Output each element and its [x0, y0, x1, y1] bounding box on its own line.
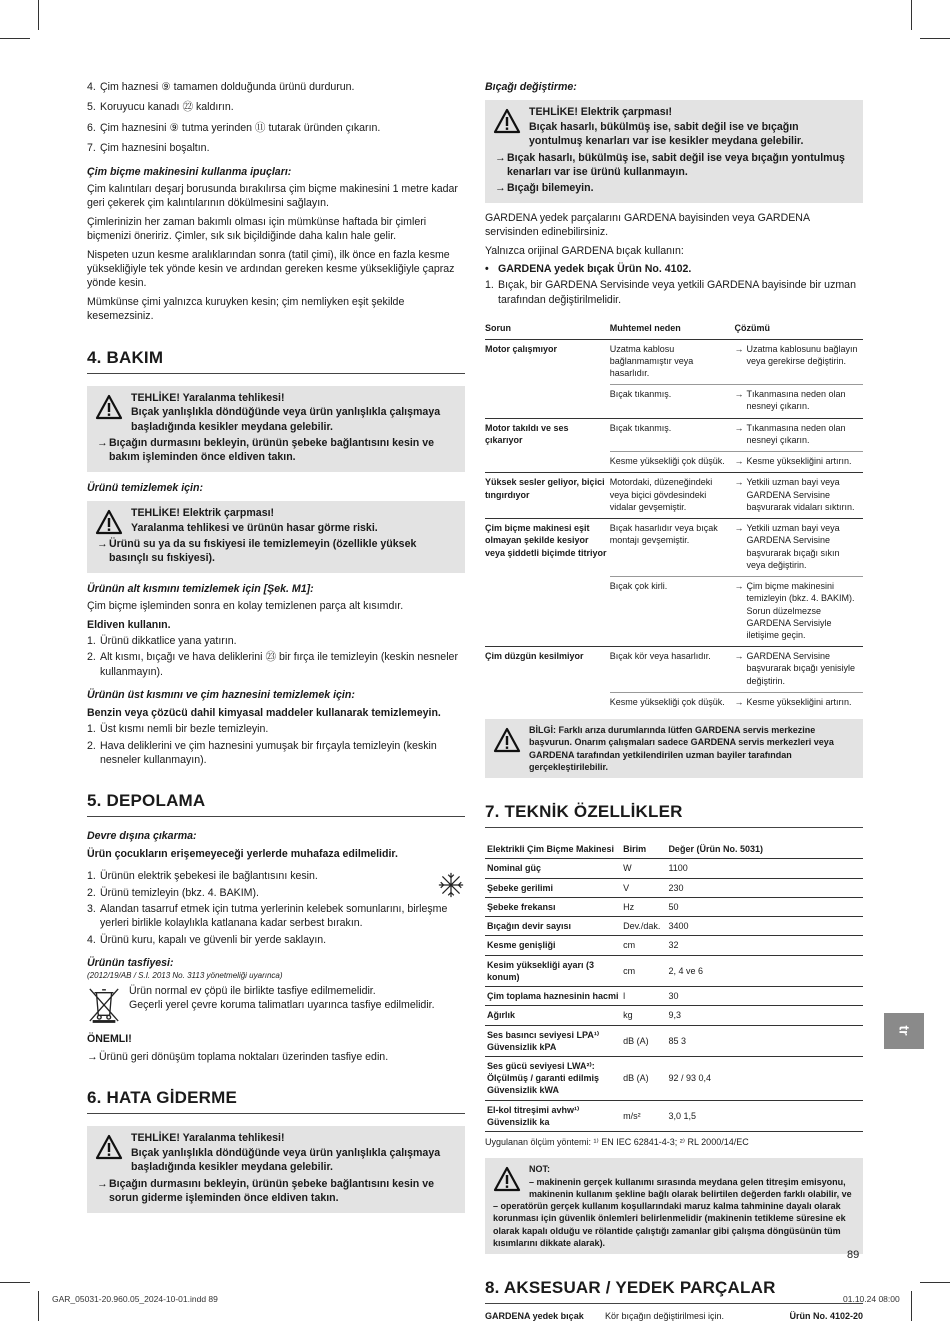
item-text: Üst kısmı nemli bir bezle temizleyin.	[100, 723, 269, 736]
solution-cell: → Uzatma kablosunu bağlayın veya gerekirse değiştirin.	[734, 343, 861, 367]
tech-cell-c: 30	[666, 987, 863, 1006]
table-row	[485, 1100, 863, 1131]
table-row	[485, 339, 863, 385]
tech-cell-c: 92 / 93 0,4	[666, 1057, 863, 1101]
solution-cell-wrap	[734, 452, 863, 473]
item-text: Ürünü temizleyin (bkz. 4. BAKIM).	[100, 886, 259, 899]
warning-icon	[493, 727, 521, 753]
info-text: BİLGİ: Farklı arıza durumlarında lütfen GARDENA servis merkezine başvurun. Onarım çalışmaları sadece GARDENA servis merkezleri veya GARDENA tarafından yetkilendirilen uzman bayiler tarafından gerçekleştirilebilir.	[529, 725, 834, 772]
list-item	[87, 100, 465, 114]
solution-cell-wrap	[734, 385, 863, 418]
cause-cell: Bıçak tıkanmış.	[610, 418, 735, 451]
table-row	[485, 577, 863, 647]
tip-paragraph: Çimlerinizin her zaman bakımlı olması için mümkünse haftada bir çimleri biçmenizi öneririz. Çimler, sık sık biçildiğinde daha kalın hale gelir.	[87, 215, 427, 243]
tech-cell-a: Bıçağın devir sayısı	[485, 917, 621, 936]
store-title: Devre dışına çıkarma:	[87, 830, 197, 843]
note-box	[485, 1158, 863, 1254]
disposal-line-1: Ürün normal ev çöpü ile birlikte tasfiye edilmemelidir.	[129, 984, 376, 997]
warning-box	[87, 386, 465, 472]
bullet-item	[485, 262, 863, 276]
problem-cell: Motor çalışmıyor	[485, 339, 610, 385]
table-row	[485, 936, 863, 955]
blade-title: Bıçağı değiştirme:	[485, 81, 577, 93]
problem-cell	[485, 385, 610, 418]
item-text: Alt kısmı, bıçağı ve hava deliklerini ㉓ bir fırça ile temizleyin (keskin nesneler kullanmayın).	[100, 651, 458, 678]
table-header: Çözümü	[734, 319, 863, 339]
note-text: – makinenin gerçek kullanımı sırasında meydana gelen titreşim emisyonu, makinenin kullanım şekline bağlı olarak belirtilen değerden farklı olabilir, ve	[529, 1176, 852, 1199]
tech-cell-b: dB (A)	[621, 1057, 666, 1101]
table-row	[485, 897, 863, 916]
info-box	[485, 719, 863, 778]
accessory-name: GARDENA yedek bıçak	[485, 1311, 584, 1321]
warning-icon	[95, 509, 123, 535]
table-header: Birim	[621, 840, 666, 859]
disposal-block	[87, 984, 465, 1028]
warning-box	[87, 1126, 465, 1212]
accessory-desc: Kör bıçağın değiştirilmesi için.	[605, 1311, 725, 1321]
tech-cell-a: Şebeke gerilimi	[485, 878, 621, 897]
table-row	[485, 692, 863, 713]
item-number: 4.	[87, 933, 96, 946]
warning-icon	[95, 1134, 123, 1160]
tech-cell-c: 32	[666, 936, 863, 955]
section-heading-storage: 5. DEPOLAMA	[87, 789, 465, 817]
tech-cell-c: 2, 4 ve 6	[666, 955, 863, 986]
solution-cell-wrap	[734, 519, 863, 577]
tech-cell-a: El-kol titreşimi avhw¹⁾ Güvensizlik ka	[485, 1100, 621, 1131]
disposal-line-2: Geçerli yerel çevre koruma talimatları uyarınca tasfiye edilmelidir.	[129, 998, 435, 1011]
warning-icon	[95, 394, 123, 420]
bullet-dot: •	[485, 263, 489, 276]
clean-title: Ürünü temizlemek için:	[87, 481, 203, 494]
solution-cell: → Kesme yüksekliğini artırın.	[734, 455, 861, 467]
technical-table	[485, 840, 863, 1132]
warning-action: → Bıçağın durmasını bekleyin, ürünün şebeke bağlantısını kesin ve sorun giderme işleminden önce eldiven takın.	[97, 1177, 455, 1206]
tech-cell-b: kg	[621, 1006, 666, 1025]
page-number: 89	[847, 1249, 860, 1261]
item-number: 7.	[87, 142, 96, 155]
tech-cell-a: Çim toplama haznesinin hacmi	[485, 987, 621, 1006]
warning-box	[87, 501, 465, 573]
solution-cell-wrap	[734, 473, 863, 519]
item-number: 2.	[87, 739, 96, 752]
item-text: Hava deliklerini ve çim haznesini yumuşak bir fırçayla temizleyin (keskin nesneler kullanmayın).	[100, 739, 437, 766]
table-row	[485, 385, 863, 418]
tech-cell-a: Ses gücü seviyesi LWA²⁾: Ölçülmüş / garanti edilmiş Güvensizlik kWA	[485, 1057, 621, 1101]
solution-cell: → Kesme yüksekliğini artırın.	[734, 696, 861, 708]
important-label: ÖNEMLI!	[87, 1032, 132, 1045]
list-item	[485, 278, 863, 307]
snowflake-icon	[437, 871, 465, 899]
list-item	[87, 933, 425, 947]
measurement-method: Uygulanan ölçüm yöntemi: ¹⁾ EN IEC 62841-4-3; ²⁾ RL 2000/14/EC	[485, 1137, 749, 1148]
item-number: 5.	[87, 101, 96, 114]
item-number: 2.	[87, 651, 96, 664]
upper-bold: Benzin veya çözücü dahil kimyasal maddeler kullanarak temizlemeyin.	[87, 706, 441, 719]
tip-paragraph: Çim kalıntıları deşarj borusunda bırakılırsa çim biçme makinesini 1 metre kadar geri çekerek çim kalıntılarının dökülmesini sağlayın.	[87, 183, 458, 210]
solution-cell: → Tıkanmasına neden olan nesneyi çıkarın.	[734, 422, 861, 446]
crop-mark	[911, 1291, 912, 1321]
solution-cell: → Çim biçme makinesini temizleyin (bkz. 4. BAKIM). Sorun düzelmezse GARDENA Servisiyle iletişime geçin.	[734, 580, 861, 641]
item-number: 1.	[87, 723, 96, 736]
tech-cell-c: 1100	[666, 859, 863, 878]
solution-cell: → Yetkili uzman bayi veya GARDENA Servisine başvurarak bıçağı sıkın veya değiştirin.	[734, 522, 861, 571]
tech-cell-a: Kesim yüksekliği ayarı (3 konum)	[485, 955, 621, 986]
cause-cell: Bıçak hasarlıdır veya bıçak montajı gevşemiştir.	[610, 519, 735, 577]
problem-cell	[485, 452, 610, 473]
solution-cell-wrap	[734, 418, 863, 451]
cause-cell: Bıçak tıkanmış.	[610, 385, 735, 418]
item-text: Alandan tasarruf etmek için tutma yerlerinin kelebek somunlarını, birleşme yerleri birlikle kolaylıkla katlanana kadar serbest bırakın.	[100, 903, 448, 930]
item-text: Koruyucu kanadı ㉒ kaldırın.	[100, 101, 234, 114]
table-row	[485, 519, 863, 577]
list-item	[87, 634, 465, 648]
table-row	[485, 418, 863, 451]
cause-cell: Motordaki, düzeneğindeki veya biçici gövdesindeki vidalar gevşemiştir.	[610, 473, 735, 519]
paragraph: Yalnızca orijinal GARDENA bıçak kullanın:	[485, 244, 684, 257]
tech-cell-b: W	[621, 859, 666, 878]
table-row	[485, 859, 863, 878]
item-number: 4.	[87, 81, 96, 93]
table-row	[485, 987, 863, 1006]
crop-mark	[38, 1291, 39, 1321]
problem-cell	[485, 692, 610, 713]
accessory-number: Ürün No. 4102-20	[789, 1311, 863, 1321]
crop-mark	[0, 1282, 30, 1283]
solution-cell-wrap	[734, 577, 863, 647]
steps-top	[87, 80, 465, 156]
tech-cell-c: 3400	[666, 917, 863, 936]
tech-cell-b: cm	[621, 936, 666, 955]
tech-cell-c: 9,3	[666, 1006, 863, 1025]
warning-icon	[493, 108, 521, 134]
cause-cell: Kesme yüksekliği çok düşük.	[610, 452, 735, 473]
note-title: NOT:	[529, 1164, 550, 1175]
table-row	[485, 473, 863, 519]
tech-cell-a: Kesme genişliği	[485, 936, 621, 955]
table-row	[485, 955, 863, 986]
bullet-text: GARDENA yedek bıçak Ürün No. 4102.	[498, 263, 692, 276]
tech-cell-b: m/s²	[621, 1100, 666, 1131]
crop-mark	[911, 0, 912, 30]
list-item	[87, 650, 465, 679]
warning-title: TEHLİKE! Yaralanma tehlikesi!	[131, 1132, 285, 1145]
problem-cell: Çim biçme makinesi eşit olmayan şekilde kesiyor veya şiddetli biçimde titriyor	[485, 519, 610, 577]
item-text: Çim haznesi ⑨ tamamen dolduğunda ürünü durdurun.	[100, 81, 355, 93]
section-heading-maintenance: 4. BAKIM	[87, 346, 465, 374]
list-item	[87, 869, 425, 883]
paragraph: GARDENA yedek parçalarını GARDENA bayisinden veya GARDENA servisinden edinebilirsiniz.	[485, 211, 810, 239]
list-item	[87, 141, 465, 155]
list-item	[87, 722, 465, 736]
tech-cell-c: 230	[666, 878, 863, 897]
tech-cell-b: Hz	[621, 897, 666, 916]
item-number: 1.	[87, 870, 96, 883]
tip-paragraph: Nispeten uzun kesme aralıklarından sonra (tatil çimi), ilk önce en fazla kesme yüksekliğiyle tek yönde kesin ve ardından gereken kesme yüksekliğiyle çapraz yönde kesin.	[87, 248, 455, 290]
tech-cell-b: l	[621, 987, 666, 1006]
solution-cell: → GARDENA Servisine başvurarak bıçağı yenisiyle değiştirin.	[734, 650, 861, 687]
problem-cell: Yüksek sesler geliyor, biçici tıngırdıyor	[485, 473, 610, 519]
table-row	[485, 917, 863, 936]
solution-cell: → Tıkanmasına neden olan nesneyi çıkarın.	[734, 388, 861, 412]
table-row	[485, 647, 863, 693]
list-item	[87, 902, 465, 931]
warning-box	[485, 100, 863, 202]
warning-text: Bıçak yanlışlıkla döndüğünde veya ürün yanlışlıkla çalışmaya başladığında kesikler meydana gelebilir.	[131, 1146, 441, 1174]
item-number: 1.	[485, 279, 494, 292]
store-bold: Ürün çocukların erişemeyeceği yerlerde muhafaza edilmelidir.	[87, 847, 398, 860]
section-heading-accessories: 8. AKSESUAR / YEDEK PARÇALAR	[485, 1276, 863, 1304]
table-row	[485, 452, 863, 473]
tech-cell-a: Şebeke frekansı	[485, 897, 621, 916]
cause-cell: Uzatma kablosu bağlanmamıştır veya hasarlıdır.	[610, 339, 735, 385]
tech-cell-a: Ağırlık	[485, 1006, 621, 1025]
table-header: Muhtemel neden	[610, 319, 735, 339]
troubleshooting-table	[485, 319, 863, 713]
table-row	[485, 1006, 863, 1025]
tech-cell-c: 3,0 1,5	[666, 1100, 863, 1131]
warning-title: TEHLİKE! Elektrik çarpması!	[529, 106, 673, 119]
table-header: Sorun	[485, 319, 610, 339]
problem-cell	[485, 577, 610, 647]
warning-action: → Bıçağın durmasını bekleyin, ürünün şebeke bağlantısını kesin ve bakım işleminden önce eldiven takın.	[97, 436, 455, 465]
cause-cell: Kesme yüksekliği çok düşük.	[610, 692, 735, 713]
tech-cell-b: Dev./dak.	[621, 917, 666, 936]
footer-date: 01.10.24 08:00	[843, 1294, 900, 1304]
crop-mark	[920, 38, 950, 39]
note-text: – operatörün gerçek kullanım koşullarındaki maruz kalma tahminine dayalı olarak korunması için güvenlik önlemleri belirlenmelidir (makinenin tetikleme süresine ek olarak kapalı olduğu ve rölantide çalıştığı zamanlar gibi çalışma döngüsünün tüm kısımlarını dikkate alarak).	[493, 1201, 846, 1248]
disposal-subtitle: (2012/19/AB / S.I. 2013 No. 3113 yönetmeliği uyarınca)	[87, 970, 283, 980]
table-header: Değer (Ürün No. 5031)	[666, 840, 863, 859]
footer-file: GAR_05031-20.960.05_2024-10-01.indd 89	[52, 1294, 218, 1304]
problem-cell: Çim düzgün kesilmiyor	[485, 647, 610, 693]
item-text: Ürünü kuru, kapalı ve güvenli bir yerde saklayın.	[100, 933, 327, 946]
cause-cell: Bıçak çok kirli.	[610, 577, 735, 647]
right-column	[485, 80, 863, 1321]
warning-icon	[493, 1166, 521, 1192]
item-text: Bıçak, bir GARDENA Servisinde veya yetkili GARDENA bayisinde bir uzman tarafından değiştirilmelidir.	[498, 279, 856, 306]
warning-text: Bıçak hasarlı, bükülmüş ise, sabit değil ise ve bıçağın yontulmuş kenarları var ise kesikler meydana gelebilir.	[529, 120, 804, 148]
item-number: 2.	[87, 886, 96, 899]
warning-text: Bıçak yanlışlıkla döndüğünde veya ürün yanlışlıkla çalışmaya başladığında kesikler meydana gelebilir.	[131, 406, 441, 433]
tech-cell-a: Nominal güç	[485, 859, 621, 878]
item-text: Çim haznesini ⑨ tutma yerinden ⑪ tutarak üründen çıkarın.	[100, 121, 381, 134]
solution-cell-wrap	[734, 692, 863, 713]
list-item	[87, 739, 465, 768]
warning-action: → Bıçak hasarlı, bükülmüş ise, sabit değil ise veya bıçağın yontulmuş kenarları var ise ürünü kullanmayın.	[495, 151, 853, 180]
warning-action: → Bıçağı bilemeyin.	[495, 181, 853, 195]
item-number: 3.	[87, 903, 96, 916]
cause-cell: Bıçak kör veya hasarlıdır.	[610, 647, 735, 693]
warning-action: → Ürünü su ya da su fıskiyesi ile temizlemeyin (özellikle yüksek basınçlı su fıskiyesi).	[97, 537, 455, 566]
item-text: Ürünü dikkatlice yana yatırın.	[100, 635, 237, 648]
crop-mark	[920, 1282, 950, 1283]
important-action: → Ürünü geri dönüşüm toplama noktaları üzerinden tasfiye edin.	[87, 1050, 465, 1064]
under-bold: Eldiven kullanın.	[87, 618, 171, 631]
crop-mark	[38, 0, 39, 30]
warning-title: TEHLİKE! Elektrik çarpması!	[131, 507, 275, 520]
list-item	[87, 121, 465, 135]
language-tab-label: tr	[896, 1025, 913, 1037]
table-header: Elektrikli Çim Biçme Makinesi	[485, 840, 621, 859]
crossed-bin-icon	[87, 984, 121, 1024]
upper-title: Ürünün üst kısmını ve çim haznesini temizlemek için:	[87, 689, 355, 702]
list-item	[87, 886, 425, 900]
accessory-row	[485, 1310, 863, 1321]
solution-cell: → Yetkili uzman bayi veya GARDENA Servisine başvurarak vidaları sıktırın.	[734, 476, 861, 513]
item-number: 1.	[87, 635, 96, 648]
section-heading-troubleshooting: 6. HATA GİDERME	[87, 1086, 465, 1114]
tech-cell-b: V	[621, 878, 666, 897]
warning-title: TEHLİKE! Yaralanma tehlikesi!	[131, 391, 285, 404]
tip-paragraph: Mümkünse çimi yalnızca kuruyken kesin; çim nemliyken eşit şekilde kesemezsiniz.	[87, 295, 405, 323]
under-paragraph: Çim biçme işleminden sonra en kolay temizlenen parça alt kısımdır.	[87, 600, 404, 613]
tech-cell-b: cm	[621, 955, 666, 986]
table-row	[485, 878, 863, 897]
store-steps	[87, 869, 465, 947]
under-title: Ürünün alt kısmını temizlemek için [Şek. M1]:	[87, 582, 314, 595]
tech-cell-b: dB (A)	[621, 1025, 666, 1056]
tech-cell-c: 85 3	[666, 1025, 863, 1056]
table-row	[485, 1057, 863, 1101]
tech-cell-c: 50	[666, 897, 863, 916]
table-row	[485, 1025, 863, 1056]
tech-cell-a: Ses basıncı seviyesi LPA¹⁾ Güvensizlik kPA	[485, 1025, 621, 1056]
item-text: Çim haznesini boşaltın.	[100, 142, 210, 155]
crop-mark	[0, 38, 30, 39]
item-number: 6.	[87, 121, 96, 134]
section-heading-technical: 7. TEKNİK ÖZELLİKLER	[485, 800, 863, 828]
solution-cell-wrap	[734, 339, 863, 385]
solution-cell-wrap	[734, 647, 863, 693]
list-item	[87, 80, 465, 94]
problem-cell: Motor takıldı ve ses çıkarıyor	[485, 418, 610, 451]
disposal-title: Ürünün tasfiyesi:	[87, 957, 174, 970]
language-tab	[884, 1013, 924, 1049]
warning-text: Yaralanma tehlikesi ve ürünün hasar görme riski.	[131, 521, 378, 534]
left-column	[87, 80, 465, 1221]
item-text: Ürünün elektrik şebekesi ile bağlantısını kesin.	[100, 870, 318, 883]
tips-title: Çim biçme makinesini kullanma ipuçları:	[87, 165, 292, 178]
